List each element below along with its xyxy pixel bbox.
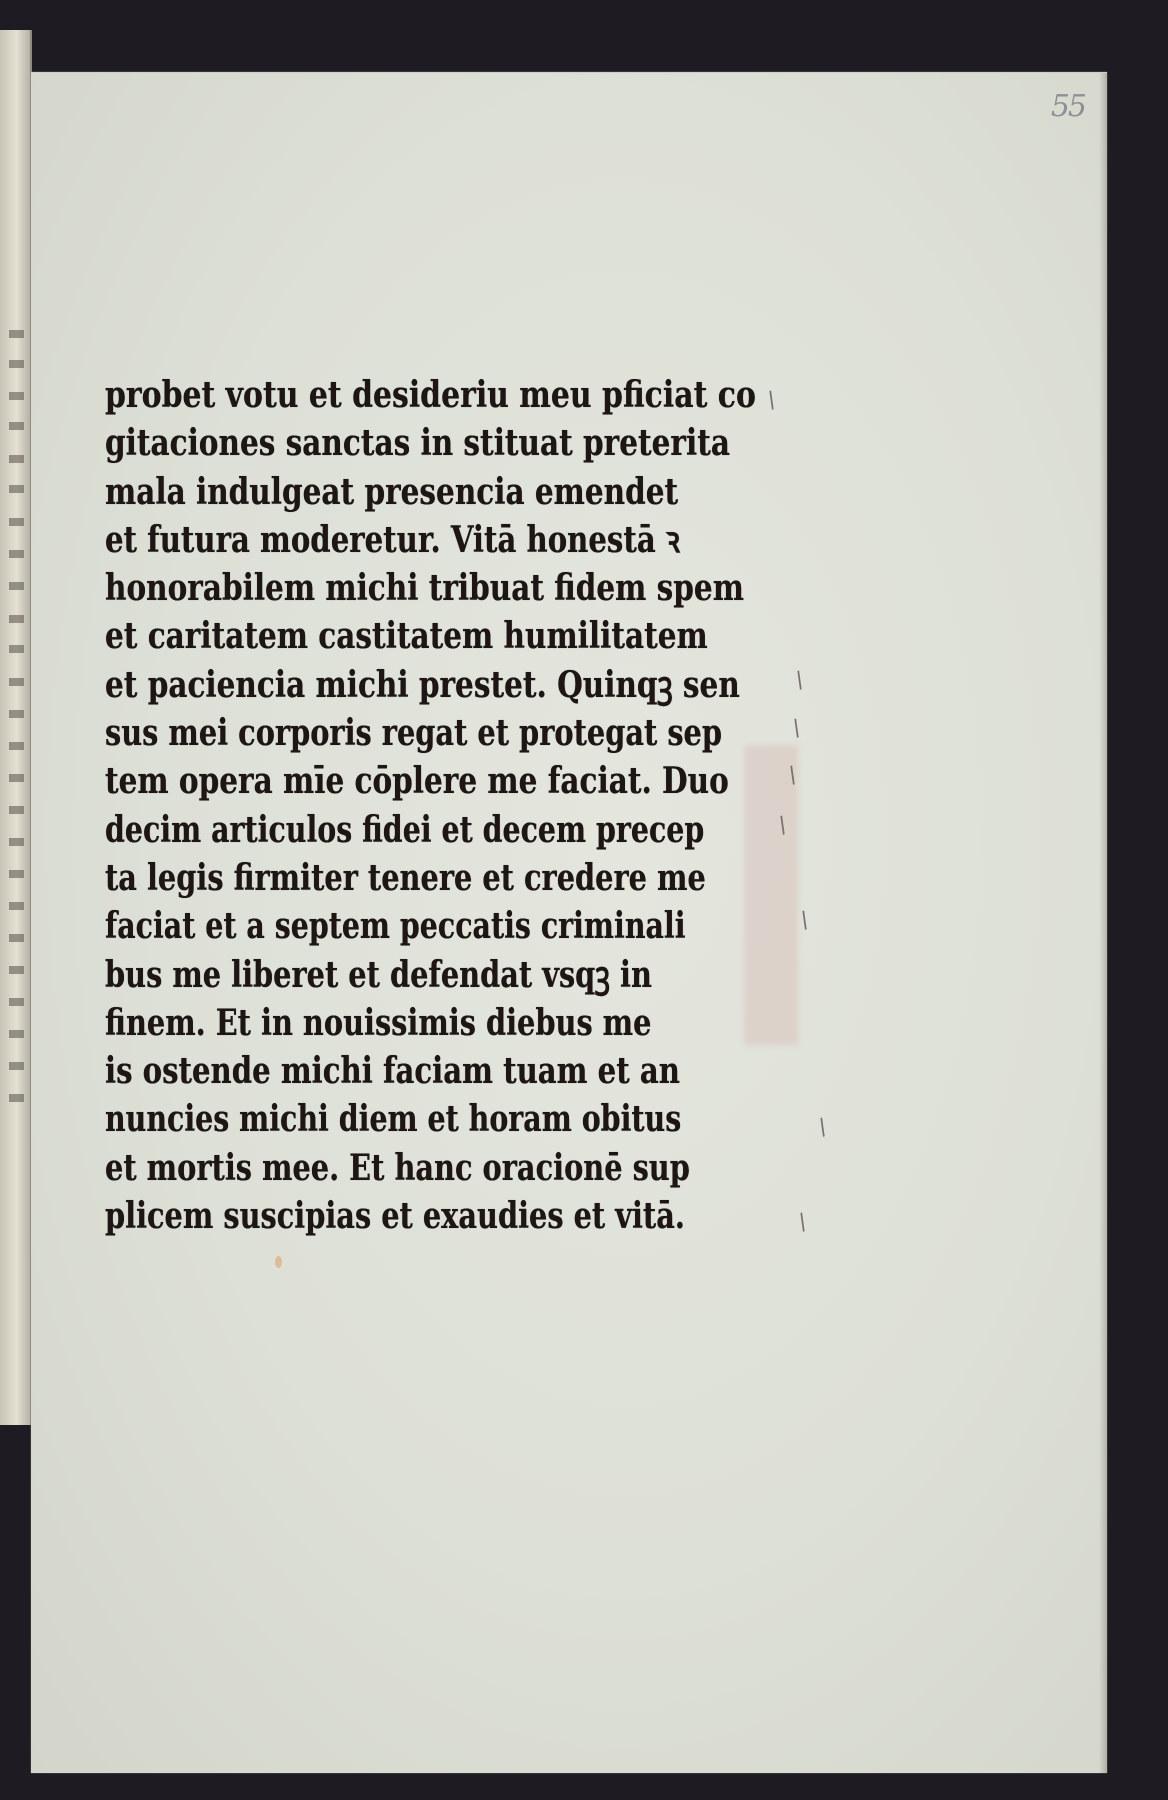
text-block: [105, 371, 785, 1240]
text-line: ta legis firmiter tenere et credere me: [105, 856, 706, 899]
text-line: faciat et a septem peccatis criminali: [105, 905, 686, 948]
text-line: et futura moderetur. Vitā honestā ꝛ: [105, 518, 680, 561]
adjacent-page-edge: [0, 30, 32, 1425]
text-line: tem opera mīe cōplere me faciat. Duo: [105, 760, 729, 803]
text-line: decim articulos fidei et decem precep: [105, 808, 705, 851]
margin-hyphen-mark: /: [796, 907, 814, 934]
margin-hyphen-mark: /: [774, 812, 792, 839]
folio-number: 55: [1050, 89, 1085, 124]
margin-hyphen-mark: /: [814, 1114, 832, 1141]
text-line: is ostende michi faciam tuam et an: [105, 1050, 680, 1093]
margin-hyphen-mark: /: [794, 1209, 812, 1236]
parchment-spot: [275, 1256, 282, 1268]
text-line: sus mei corporis regat et protegat sep: [105, 712, 723, 755]
text-line: et mortis mee. Et hanc oracionē sup: [105, 1146, 690, 1189]
text-line: gitaciones sanctas in stituat preterita: [105, 422, 730, 465]
margin-hyphen-mark: /: [788, 715, 806, 742]
text-line: probet votu et desideriu meu pficiat co: [105, 374, 756, 416]
margin-hyphen-mark: /: [791, 667, 809, 694]
margin-hyphen-mark: /: [784, 762, 802, 789]
text-line: et paciencia michi prestet. Quinqꝫ sen: [105, 663, 740, 706]
text-line: finem. Et in nouissimis diebus me: [105, 1001, 652, 1044]
text-line: et caritatem castitatem humilitatem: [105, 615, 708, 658]
text-line: plicem suscipias et exaudies et vitā.: [105, 1195, 685, 1238]
text-line: mala indulgeat presencia emendet: [105, 470, 679, 513]
text-line: honorabilem michi tribuat fidem spem: [105, 567, 744, 610]
manuscript-page: [31, 72, 1107, 1773]
text-line: nuncies michi diem et horam obitus: [105, 1098, 682, 1141]
text-line: bus me liberet et defendat vsqꝫ in: [105, 953, 652, 996]
margin-hyphen-mark: /: [763, 387, 781, 414]
